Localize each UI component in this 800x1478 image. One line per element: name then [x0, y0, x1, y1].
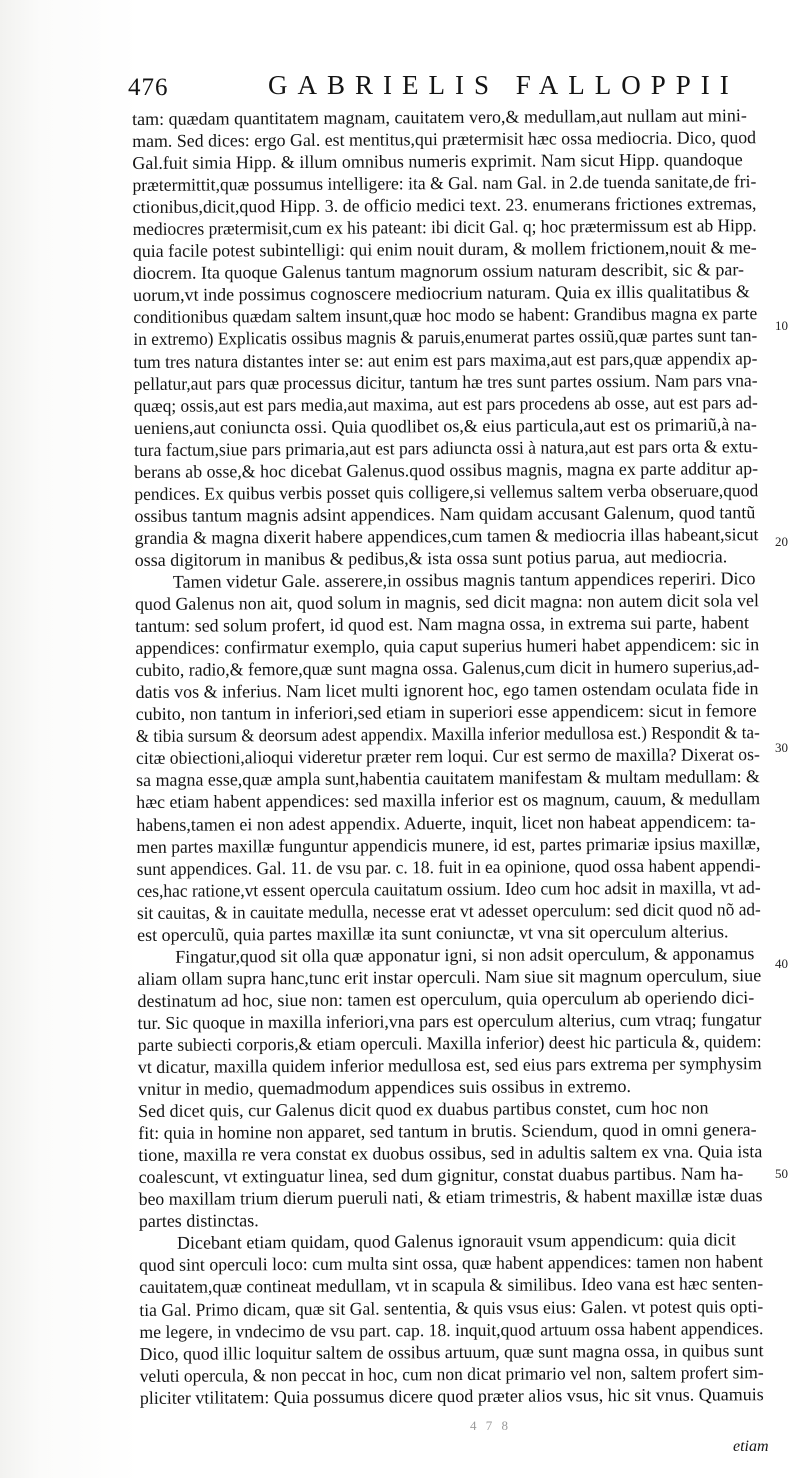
- text-line: me legere, in vndecimo de vsu part. cap. 18. inquit,quod artuum ossa habent appendices.: [139, 1317, 764, 1342]
- text-line: Gal.fuit simia Hipp. & illum omnibus numeris exprimit. Nam sicut Hipp. quandoque: [132, 149, 743, 174]
- text-line: men partes maxillæ funguntur appendicis munere, id est, partes primariæ ipsius maxillæ,: [136, 832, 761, 857]
- page-header: [128, 70, 788, 104]
- margin-line-number: 20: [775, 534, 788, 549]
- text-line: Tamen videtur Gale. asserere,in ossibus magnis tantum appendices reperiri. Dico: [172, 568, 756, 592]
- text-line: mam. Sed dices: ergo Gal. est mentitus,qui prætermisit hæc ossa mediocria. Dico, quod: [132, 127, 757, 152]
- text-line: tum tres natura distantes inter se: aut enim est pars maxima,aut est pars,quæ appendix ap-: [133, 347, 758, 372]
- text-line: pellatur,aut pars quæ processus dicitur, tantum hæ tres sunt partes ossium. Nam pars vna-: [133, 369, 758, 394]
- text-line: in extremo) Explicatis ossibus magnis & paruis,enumerat partes ossiũ,quæ partes sunt tan-: [133, 325, 758, 350]
- text-line: uorum,vt inde possimus cognoscere mediocrium naturam. Quia ex illis qualitatibus &: [133, 281, 751, 306]
- margin-line-number: 10: [775, 318, 788, 333]
- margin-line-number: 40: [775, 956, 788, 971]
- text-line: quæq; ossis,aut est pars media,aut maxima, aut est pars procedens ab osse, aut est pars ad-: [133, 391, 758, 416]
- text-line: tura factum,siue pars primaria,aut est pars adiuncta ossi à natura,aut est pars orta & extu-: [134, 435, 759, 460]
- text-line: ueniens,aut coniuncta ossi. Quia quodlibet os,& eius particula,aut est os primariũ,à na-: [133, 413, 757, 438]
- running-title: GABRIELIS FALLOPPII: [268, 70, 739, 100]
- text-line: appendices: confirmatur exemplo, quia caput superius humeri habet appendicem: sic in: [135, 634, 760, 659]
- text-line: datis vos & inferius. Nam licet multi ignorent hoc, ego tamen ostendam oculata fide in: [135, 678, 759, 703]
- margin-line-number: 50: [775, 1166, 788, 1181]
- text-line: sunt appendices. Gal. 11. de vsu par. c. 18. fuit in ea opinione, quod ossa habent appendi-: [136, 854, 761, 879]
- text-line: berans ab osse,& hoc dicebat Galenus.quod ossibus magnis, magna ex parte additur ap-: [134, 457, 759, 482]
- text-line: ctionibus,dicit,quod Hipp. 3. de officio medici text. 23. enumerans frictiones extremas,: [132, 193, 757, 218]
- text-line: habens,tamen ei non adest appendix. Aduerte, inquit, licet non habeat appendicem: ta-: [136, 810, 756, 835]
- text-line: sit cauitas, & in cauitate medulla, necesse erat vt adesset operculum: sed dicit quod nõ ad-: [136, 898, 761, 923]
- text-line: tione, maxilla re vera constat ex duobus ossibus, sed in adultis saltem ex vna. Quia ista: [138, 1141, 763, 1166]
- text-line: fit: quia in homine non apparet, sed tantum in brutis. Sciendum, quod in omni genera-: [138, 1119, 757, 1144]
- text-line: pliciter vtilitatem: Quia possumus dicere quod præter alios vsus, hic sit vnus. Quamuis: [139, 1383, 764, 1408]
- text-line: cubito, radio,& femore,quæ sunt magna ossa. Galenus,cum dicit in humero superius,ad-: [135, 656, 760, 681]
- text-line: ossa digitorum in manibus & pedibus,& ista ossa sunt potius parua, aut mediocria.: [134, 546, 728, 570]
- text-line: quod sint operculi loco: cum multa sint ossa, quæ habent appendices: tamen non habent: [139, 1251, 763, 1276]
- text-line: cauitatem,quæ contineat medullam, vt in scapula & similibus. Ideo vana est hæc senten-: [139, 1273, 764, 1298]
- text-line: hæc etiam habent appendices: sed maxilla inferior est os magnum, cauum, & medullam: [136, 788, 761, 813]
- text-line: tia Gal. Primo dicam, quæ sit Gal. sententia, & quis vsus eius: Galen. vt potest quis opti-: [139, 1295, 764, 1320]
- text-line: Dico, quod illic loquitur saltem de ossibus artuum, quæ sunt magna ossa, in quibus sunt: [139, 1339, 764, 1364]
- text-line: quod Galenus non ait, quod solum in magnis, sed dicit magna: non autem dicit sola vel: [134, 590, 759, 615]
- body-text: [132, 104, 770, 1409]
- text-line: citæ obiectioni,alioqui videretur præter rem loqui. Cur est sermo de maxilla? Dixerat os-: [135, 744, 760, 769]
- text-line: quia facile potest subintelligi: qui enim nouit duram, & mollem frictionem,nouit & me-: [132, 237, 757, 262]
- margin-line-number: 30: [775, 740, 788, 755]
- catchword: etiam: [733, 1438, 769, 1455]
- text-line: diocrem. Ita quoque Galenus tantum magnorum ossium naturam describit, sic & par-: [132, 259, 745, 284]
- text-line: tantum: sed solum profert, id quod est. Nam magna ossa, in extrema sui parte, habent: [135, 612, 750, 637]
- text-line: grandia & magna dixerit habere appendices,cum tamen & mediocria illas habeant,sicut: [134, 524, 759, 548]
- text-line: Sed dicet quis, cur Galenus dicit quod ex duabus partibus constet, cum hoc non: [138, 1097, 709, 1122]
- page-number: 476: [128, 74, 169, 101]
- faint-bottom-note: 4 7 8: [470, 1418, 511, 1433]
- text-line: conditionibus quædam saltem insunt,quæ hoc modo se habent: Grandibus magna ex parte: [133, 303, 758, 328]
- text-line: pendices. Ex quibus verbis posset quis colligere,si vellemus saltem verba obseruare,quod: [134, 479, 759, 504]
- text-line: veluti opercula, & non peccat in hoc, cum non dicat primario vel non, saltem profert sim-: [139, 1361, 764, 1386]
- text-line: vt dicatur, maxilla quidem inferior medullosa est, sed eius pars extrema per symphysim: [137, 1053, 762, 1077]
- text-line: sa magna esse,quæ ampla sunt,habentia cauitatem manifestam & multam medullam: &: [136, 766, 761, 791]
- text-line: mediocres prætermisit,cum ex his pateant: ibi dicit Gal. q; hoc prætermissum est ab Hipp.: [132, 215, 757, 240]
- text-line: parte subiecti corporis,& etiam operculi. Maxilla inferior) deest hic particula &, quidem:: [137, 1031, 762, 1055]
- text-line: & tibia sursum & deorsum adest appendix. Maxilla inferior medullosa est.) Respondit & ta-: [135, 722, 760, 747]
- text-line: vnitur in medio, quemadmodum appendices suis ossibus in extremo.: [137, 1076, 631, 1100]
- text-line: aliam ollam supra hanc,tunc erit instar operculi. Nam siue sit magnum operculum, siue: [137, 965, 762, 989]
- text-line: beo maxillam trium dierum pueruli nati, & etiam trimestris, & habent maxillæ istæ duas: [138, 1185, 763, 1210]
- text-line: cubito, non tantum in inferiori,sed etiam in superiori esse appendicem: sicut in femore: [135, 700, 757, 725]
- text-line: partes distinctas.: [138, 1210, 259, 1232]
- text-line: destinatum ad hoc, siue non: tamen est operculum, quia operculum ab operiendo dici-: [137, 987, 755, 1011]
- text-line: ossibus tantum magnis adsint appendices. Nam quidam accusant Galenum, quod tantũ: [134, 502, 756, 526]
- text-line: coalescunt, vt extinguatur linea, sed dum gignitur, constat duabus partibus. Nam ha-: [138, 1163, 744, 1188]
- text-line: Dicebant etiam quidam, quod Galenus ignorauit vsum appendicum: quia dicit: [176, 1229, 736, 1254]
- text-line: tam: quædam quantitatem magnam, cauitatem vero,& medullam,aut nullam aut mini-: [132, 105, 747, 129]
- text-line: prætermittit,quæ possumus intelligere: ita & Gal. nam Gal. in 2.de tuenda sanitate,de fri-: [132, 171, 757, 196]
- text-line: est operculũ, quia partes maxillæ ita sunt coniunctæ, vt vna sit operculum alterius.: [136, 921, 729, 945]
- text-line: Fingatur,quod sit olla quæ apponatur igni, si non adsit operculum, & apponamus: [175, 942, 755, 967]
- text-line: tur. Sic quoque in maxilla inferiori,vna pars est operculum alterius, cum vtraq; fungatur: [137, 1009, 762, 1033]
- text-line: ces,hac ratione,vt essent opercula cauitatum ossium. Ideo cum hoc adsit in maxilla, vt ad-: [136, 876, 761, 901]
